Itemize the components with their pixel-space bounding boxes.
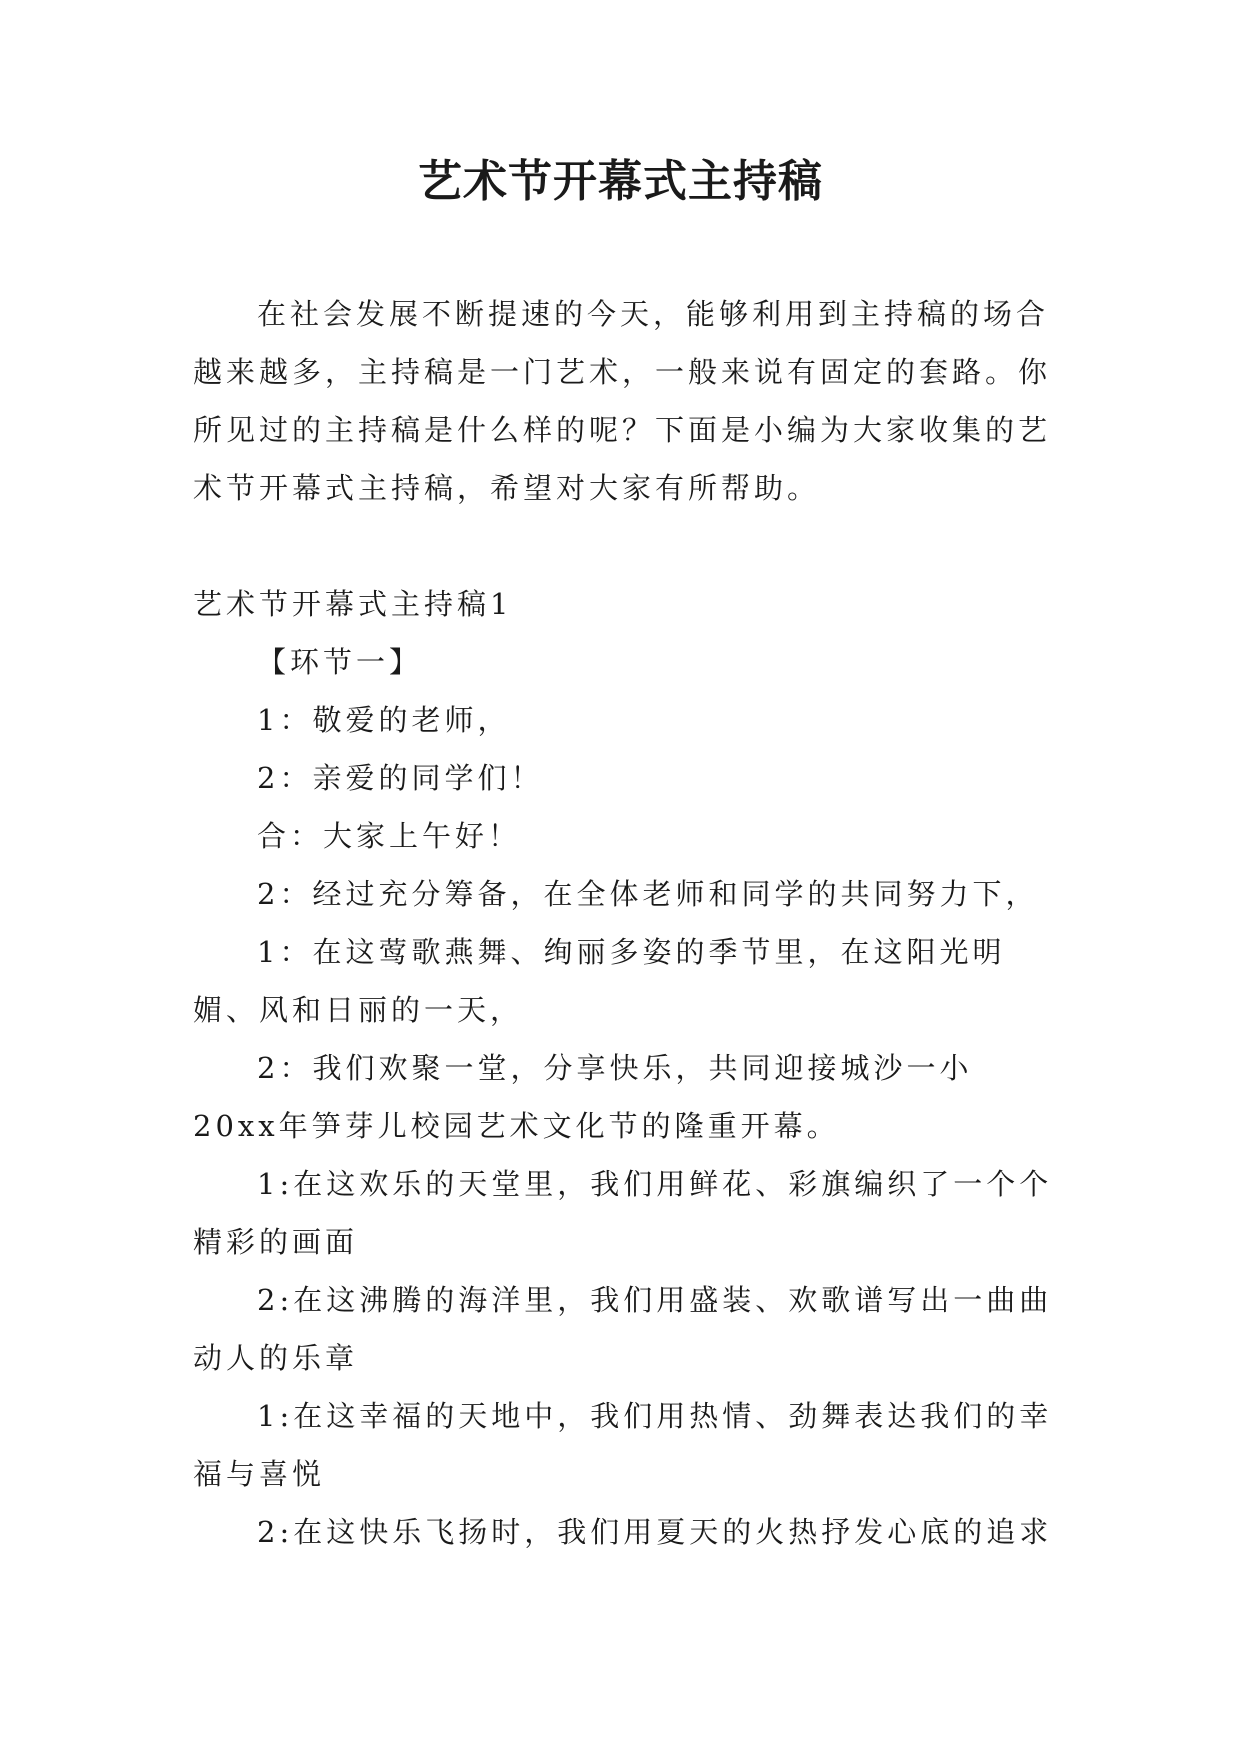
paragraph: 2：我们欢聚一堂，分享快乐，共同迎接城沙一小20xx年笋芽儿校园艺术文化节的隆重开幕。 xyxy=(193,1051,973,1143)
paragraph: 1：在这莺歌燕舞、绚丽多姿的季节里，在这阳光明媚、风和日丽的一天， xyxy=(193,935,1006,1027)
paragraph: 【环节一】 xyxy=(257,645,423,679)
section-heading: 艺术节开幕式主持稿1 xyxy=(193,587,513,621)
paragraph: 1:在这欢乐的天堂里，我们用鲜花、彩旗编织了一个个精彩的画面 xyxy=(193,1167,1053,1259)
paragraph: 1:在这幸福的天地中，我们用热情、劲舞表达我们的幸福与喜悦 xyxy=(193,1399,1053,1491)
paragraph: 2:在这沸腾的海洋里，我们用盛装、欢歌谱写出一曲曲动人的乐章 xyxy=(193,1283,1053,1375)
paragraph: 1：敬爱的老师， xyxy=(257,703,511,737)
intro-paragraph: 在社会发展不断提速的今天，能够利用到主持稿的场合越来越多，主持稿是一门艺术，一般来说有固定的套路。你所见过的主持稿是什么样的呢？下面是小编为大家收集的艺术节开幕式主持稿，希望对大家有所帮助。 xyxy=(193,297,1052,505)
paragraph: 2:在这快乐飞扬时，我们用夏天的火热抒发心底的追求 xyxy=(257,1515,1053,1549)
paragraph: 2：经过充分筹备，在全体老师和同学的共同努力下， xyxy=(257,877,1039,911)
paragraph: 合：大家上午好！ xyxy=(257,819,522,853)
document-body xyxy=(193,285,1053,1561)
document-title: 艺术节开幕式主持稿 xyxy=(418,156,823,207)
paragraph: 2：亲爱的同学们！ xyxy=(257,761,544,795)
